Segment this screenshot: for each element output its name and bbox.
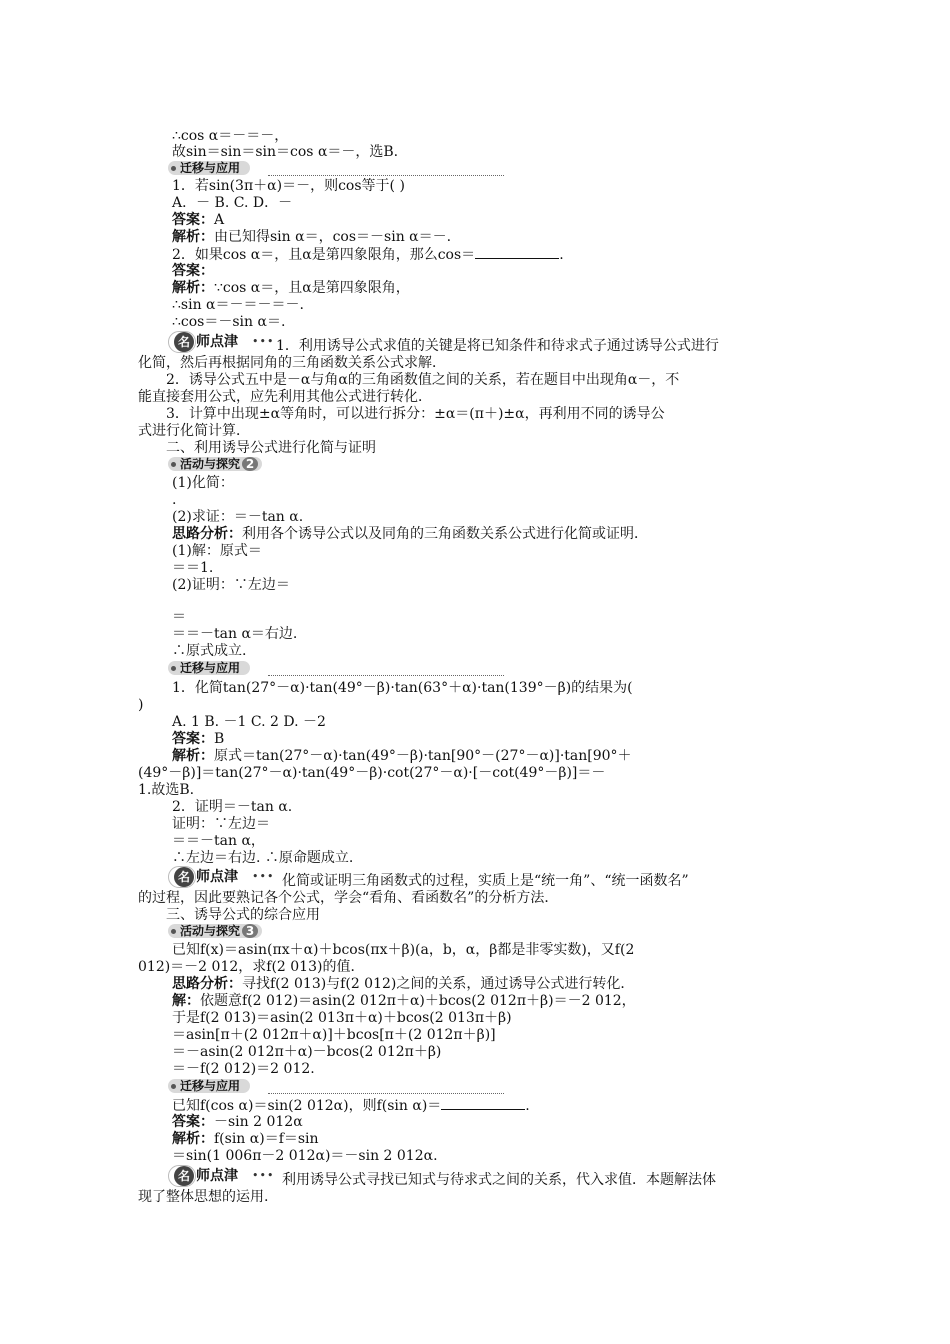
text-line: ＝＝－tan α， — [172, 833, 265, 849]
activity-number: 3 — [242, 924, 258, 938]
teacher-icon: 名 — [174, 332, 194, 352]
text-line: 已知f(x)＝asin(πx＋α)＋bcos(πx＋β)(a，b，α，β都是非零实数)，又f(2 — [172, 942, 635, 958]
text-line: ∴cos＝－sin α＝. — [172, 314, 286, 330]
section-heading: 三、诱导公式的综合应用 — [166, 907, 320, 923]
answer-line: 答案：B — [172, 731, 225, 747]
text-line: (2)证明：∵左边＝ — [172, 577, 290, 593]
text-line: 1．化简tan(27°－α)·tan(49°－β)·tan(63°＋α)·tan(139°－β)的结果为( — [172, 680, 633, 696]
section-heading: 二、利用诱导公式进行化简与证明 — [166, 440, 376, 456]
text-line: ＝－asin(2 012π＋α)－bcos(2 012π＋β) — [172, 1044, 442, 1060]
question-line: 2．如果cos α＝，且α是第四象限角，那么cos＝ . — [172, 247, 564, 263]
text-line: 式进行化简计算． — [138, 423, 250, 439]
text-line: ＝sin(1 006π－2 012α)＝－sin 2 012α. — [172, 1148, 438, 1164]
text-line: (49°－β)]＝tan(27°－α)·tan(49°－β)·cot(27°－α)·[－cot(49°－β)]＝－ — [138, 765, 606, 781]
bullet-icon — [171, 929, 176, 934]
analysis-line: 解析：原式＝tan(27°－α)·tan(49°－β)·tan[90°－(27°－α)]·tan[90°＋ — [172, 748, 632, 764]
answer-line: 答案： — [172, 263, 214, 279]
answer-blank — [441, 1097, 525, 1110]
text-line: 现了整体思想的运用. — [138, 1189, 269, 1205]
text-line: 化简或证明三角函数式的过程，实质上是“统一角”、“统一函数名” — [282, 873, 689, 889]
text-line: A. 1 B. －1 C. 2 D. －2 — [172, 714, 326, 730]
text-line: ＝ — [172, 609, 186, 625]
bullet-icon — [171, 1084, 176, 1089]
text-line: ＝asin[π＋(2 012π＋α)]＋bcos[π＋(2 012π＋β)] — [172, 1027, 496, 1043]
teacher-icon: 名 — [174, 867, 194, 887]
solution-line: 解：依题意f(2 012)＝asin(2 012π＋α)＋bcos(2 012π＋β)＝－2 012， — [172, 993, 636, 1009]
text-line: 利用诱导公式寻找已知式与待求式之间的关系，代入求值．本题解法体 — [282, 1172, 716, 1188]
text-line: 1．利用诱导公式求值的关键是将已知条件和待求式子通过诱导公式进行 — [276, 338, 719, 354]
text-line: ∴原式成立. — [172, 643, 247, 659]
text-line: 能直接套用公式，应先利用其他公式进行转化． — [138, 389, 432, 405]
text-line: 于是f(2 013)＝asin(2 013π＋α)＋bcos(2 013π＋β) — [172, 1010, 512, 1026]
text-line: 3．计算中出现±α等角时，可以进行拆分：±α＝(π＋)±α，再利用不同的诱导公 — [166, 406, 665, 422]
analysis-line: 解析：由已知得sin α＝，cos＝－sin α＝－. — [172, 229, 452, 245]
text-line: 1.故选B. — [138, 782, 195, 798]
text-line: ＝＝－tan α＝右边. — [172, 626, 298, 642]
text-line: 1．若sin(3π＋α)＝－，则cos等于( ) — [172, 178, 405, 194]
analysis-line: 解析：f(sin α)＝f＝sin — [172, 1131, 319, 1147]
text-line: ∴左边＝右边. ∴原命题成立. — [172, 850, 354, 866]
text-line: ) — [138, 697, 144, 713]
document-page: ∴cos α＝－＝－， 故sin＝sin＝sin＝cos α＝－，选B. 迁移与应用 1．若sin(3π＋α)＝－，则cos等于( ) A．－ B. C. D．－ 答案：A 解析：由已知得sin α＝，cos＝－sin α＝－. 2．如果cos α＝，且α是第四象限角，那么cos＝ . 答案： 解析：∵cos α＝，且α是第四象限角， ∴sin α＝－＝－＝－. ∴cos＝－sin α＝. 名 师点津 ••• 1．利用诱导公式求值的关键是将已知条件和待求式子通过诱导公式进行 化简，然后再根据同角的三角函数关系公式求解． 2．诱导公式五中是－α与角α的三角函数值之间的关系，若在题目中出现角α－，不 能直接套用公式，应先利用其他公式进行转化． 3．计算中出现±α等角时，可以进行拆分：±α＝(π＋)±α，再利用不同的诱导公 式进行化简计算． 二、利用诱导公式进行化简与证明 活动与探究 2 (1)化简： . (2)求证：＝－tan α. 思路分析：利用各个诱导公式以及同角的三角函数关系公式进行化简或证明． (1)解：原式＝ ＝＝1. (2)证明：∵左边＝ ＝ ＝＝－tan α＝右边. ∴原式成立. 迁移与应用 1．化简tan(27°－α)·tan(49°－β)·tan(63°＋α)·tan(139°－β)的结果为( ) A. 1 B. －1 C. 2 D. －2 答案：B 解析：原式＝tan(27°－α)·tan(49°－β)·tan[90°－(27°－α)]·tan[90°＋ (49°－β)]＝tan(27°－α)·tan(49°－β)·cot(27°－α)·[－cot(49°－β)]＝－ 1.故选B. 2．证明＝－tan α. 证明：∵左边＝ ＝＝－tan α， ∴左边＝右边. ∴原命题成立. 名 师点津 ••• 化简或证明三角函数式的过程，实质上是“统一角”、“统一函数名” 的过程，因此要熟记各个公式，学会“看角、看函数名”的分析方法． 三、诱导公式的综合应用 活动与探究 3 已知f(x)＝asin(πx＋α)＋bcos(πx＋β)(a，b，α，β都是非零实数)，又f(2 012)＝－2 012，求f(2 013)的值． 思路分析：寻找f(2 013)与f(2 012)之间的关系，通过诱导公式进行转化． 解：依题意f(2 012)＝asin(2 012π＋α)＋bcos(2 012π＋β)＝－2 012， 于是f(2 013)＝asin(2 013π＋α)＋bcos(2 013π＋β) ＝asin[π＋(2 012π＋α)]＋bcos[π＋(2 012π＋β)] ＝－asin(2 012π＋α)－bcos(2 012π＋β) ＝－f(2 012)＝2 012. 迁移与应用 已知f(cos α)＝sin(2 012α)，则f(sin α)＝ . 答案：－sin 2 012α 解析：f(sin α)＝f＝sin ＝sin(1 006π－2 012α)＝－sin 2 012α. 名 师点津 ••• 利用诱导公式寻找已知式与待求式之间的关系，代入求值．本题解法体 现了整体思想的运用. — [138, 128, 719, 1205]
text-line: . — [172, 492, 177, 508]
answer-line: 答案：A — [172, 212, 225, 228]
text-line: (2)求证：＝－tan α. — [172, 509, 304, 525]
answer-line: 答案：－sin 2 012α — [172, 1114, 303, 1130]
text-line: 证明：∵左边＝ — [172, 816, 270, 832]
text-line: 故sin＝sin＝sin＝cos α＝－，选B. — [172, 144, 399, 160]
text-line: 的过程，因此要熟记各个公式，学会“看角、看函数名”的分析方法． — [138, 890, 559, 906]
bullet-icon — [171, 462, 176, 467]
analysis-line: 思路分析：利用各个诱导公式以及同角的三角函数关系公式进行化简或证明． — [172, 526, 648, 542]
activity-number: 2 — [242, 457, 258, 471]
text-line: ∴cos α＝－＝－， — [172, 128, 289, 144]
text-line: 012)＝－2 012，求f(2 013)的值． — [138, 959, 365, 975]
text-line: ＝－f(2 012)＝2 012. — [172, 1061, 315, 1077]
text-line: (1)化简： — [172, 475, 234, 491]
text-line: 2．证明＝－tan α. — [172, 799, 293, 815]
text-line: ＝＝1. — [172, 560, 214, 576]
answer-blank — [475, 246, 559, 259]
dotted-divider — [268, 175, 504, 176]
text-line: ∴sin α＝－＝－＝－. — [172, 297, 304, 313]
question-line: 已知f(cos α)＝sin(2 012α)，则f(sin α)＝ . — [172, 1098, 530, 1114]
teacher-icon: 名 — [174, 1166, 194, 1186]
analysis-line: 解析：∵cos α＝，且α是第四象限角， — [172, 280, 410, 296]
dotted-divider — [268, 1093, 504, 1094]
bullet-icon — [171, 166, 176, 171]
text-line: 化简，然后再根据同角的三角函数关系公式求解． — [138, 355, 446, 371]
dotted-divider — [268, 675, 504, 676]
text-line: A．－ B. C. D．－ — [172, 195, 293, 211]
bullet-icon — [171, 666, 176, 671]
text-line: (1)解：原式＝ — [172, 543, 262, 559]
text-line: 2．诱导公式五中是－α与角α的三角函数值之间的关系，若在题目中出现角α－，不 — [166, 372, 680, 388]
analysis-line: 思路分析：寻找f(2 013)与f(2 012)之间的关系，通过诱导公式进行转化． — [172, 976, 635, 992]
